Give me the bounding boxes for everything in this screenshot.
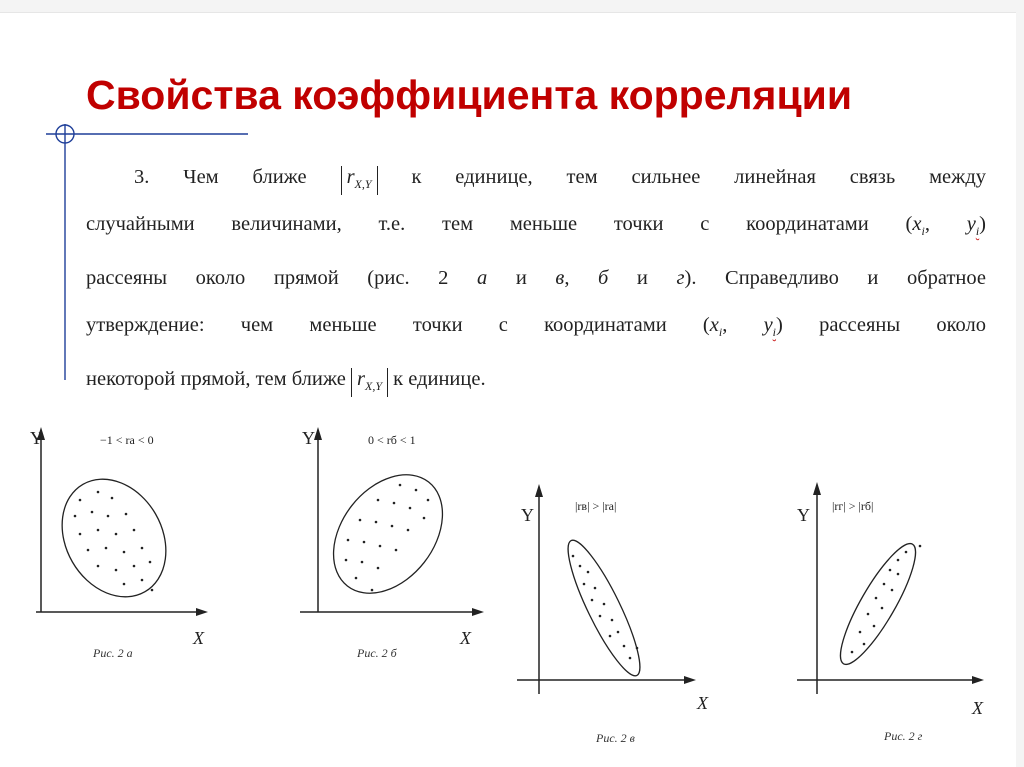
abs-correlation-2 [351, 368, 388, 397]
x-axis-label-v: X [697, 693, 708, 713]
condition-a: −1 < rа < 0 [100, 433, 154, 447]
coord-sep-2: , [924, 213, 967, 235]
paragraph-line-3 [86, 255, 986, 302]
caption-v: Рис. 2 в [596, 731, 635, 745]
x-axis-arrow-g [972, 676, 984, 684]
paragraph-line-1 [86, 154, 986, 201]
caption-b: Рис. 2 б [357, 646, 397, 660]
abs-var-1: r [346, 166, 355, 188]
property-paragraph [86, 154, 986, 403]
y-axis-arrow-b [314, 427, 322, 440]
abs-correlation-1 [341, 166, 378, 195]
ref-v: в [555, 267, 565, 290]
scatter-ellipse-g [829, 536, 927, 673]
line5-text1: некоторой прямой, тем ближе [86, 368, 351, 391]
abs-var-2: r [357, 368, 365, 391]
line3-text1: рассеяны около прямой (рис. 2 [86, 267, 477, 290]
paragraph-line-5 [86, 356, 986, 403]
coord-y-4: $y_i$ [763, 314, 777, 340]
x-axis-arrow-b [472, 608, 484, 616]
line4-text2: рассеяны около [782, 314, 986, 337]
x-axis-label-b: X [460, 628, 471, 648]
coord-x-4: $x_i$ [709, 314, 723, 340]
coord-y-2: $y_i$ [966, 213, 980, 239]
abs-sub-2: X,Y [364, 379, 382, 394]
scatter-ellipse-b [311, 454, 465, 615]
condition-v: |rв| > |rа| [575, 499, 617, 513]
scatter-ellipse-a [41, 460, 186, 615]
y-axis-arrow-v [535, 484, 543, 497]
scatter-points-a [74, 491, 154, 592]
line2-text: случайными величинами, т.е. тем меньше точки с координатами [86, 213, 906, 235]
figure-a [30, 427, 208, 660]
line1-lead: 3. Чем ближе [134, 166, 341, 188]
ref-a: а [477, 267, 488, 290]
figure-v [517, 484, 709, 745]
y-axis-arrow-g [813, 482, 821, 495]
coord-sep-4: , [722, 314, 764, 337]
x-axis-arrow-v [684, 676, 696, 684]
condition-g: |rг| > |rб| [832, 499, 874, 513]
figure-b [300, 427, 484, 660]
y-axis-label-g: Y [797, 505, 810, 525]
y-axis-label-a: Y [30, 428, 43, 448]
x-axis-label-a: X [193, 628, 204, 648]
line1-tail: к единице, тем сильнее линейная связь между [377, 166, 986, 188]
coord-x-2: $x_i$ [912, 213, 925, 239]
line4-text1: утверждение: чем меньше точки с координатами [86, 314, 703, 337]
x-axis-arrow-a [196, 608, 208, 616]
paragraph-line-2: случайными величинами, т.е. тем меньше точки с координатами ($x_i$, $y_i$) [86, 213, 986, 239]
and-1: и [487, 267, 556, 290]
ref-b: б [598, 267, 609, 290]
comma: , [564, 267, 599, 290]
paragraph-line-4: утверждение: чем меньше точки с координатами ($x_i$, $y_i$) рассеяны около [86, 314, 986, 340]
and-2: и [608, 267, 677, 290]
scatter-ellipse-v [557, 534, 652, 683]
caption-g: Рис. 2 г [884, 729, 923, 743]
slide-title: Свойства коэффициента корреляции [86, 72, 853, 118]
y-axis-label-b: Y [302, 428, 315, 448]
abs-sub-1: X,Y [354, 177, 372, 192]
condition-b: 0 < rб < 1 [368, 433, 416, 447]
line3-text2: ). Справедливо и обратное [684, 267, 987, 290]
y-axis-label-v: Y [521, 505, 534, 525]
line5-text2: к единице. [388, 368, 486, 391]
slide-right-border [1016, 0, 1024, 767]
x-axis-label-g: X [972, 698, 983, 718]
figure-g [797, 482, 984, 743]
caption-a: Рис. 2 а [93, 646, 133, 660]
ref-g: г [676, 267, 685, 290]
